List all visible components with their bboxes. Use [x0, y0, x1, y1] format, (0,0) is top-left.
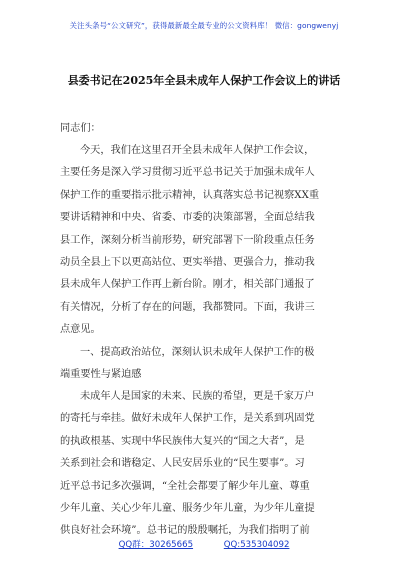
heading-line: 一、提高政治站位，深刻认识未成年人保护工作的极	[80, 347, 315, 358]
text-line: 今天，我们在这里召开全县未成年人保护工作会议，	[80, 145, 315, 156]
text-line: 少年儿童、关心少年儿童、服务少年儿童，为少年儿童提	[60, 503, 315, 515]
qq-group-link[interactable]: QQ群：30265665	[118, 540, 194, 550]
text-line: 近平总书记多次强调，“全社会都要了解少年儿童、尊重	[60, 480, 310, 492]
greeting: 同志们：	[60, 123, 101, 134]
heading-line: 端重要性与紧迫感	[60, 369, 142, 381]
top-banner: 关注头条号“公文研究”，获得最新最全最专业的公文资料库！ 微信：gongwenyj	[69, 21, 339, 30]
paragraph-section-1	[60, 386, 360, 543]
text-line: 有关情况，分析了存在的问题，我都赞同。下面，我讲三	[60, 301, 315, 313]
text-line: 供良好社会环境”。总书记的殷殷嘱托，为我们指明了前	[60, 525, 310, 537]
text-line: 主要任务是深入学习贯彻习近平总书记关于加强未成年人	[60, 167, 315, 179]
document-title: 县委书记在2025年全县未成年人保护工作会议上的讲话	[67, 74, 341, 87]
text-line: 未成年人是国家的未来、民族的希望，更是千家万户	[80, 391, 315, 402]
text-line: 的寄托与牵挂。做好未成年人保护工作，是关系到巩固党	[60, 413, 315, 425]
qq-contact-link[interactable]: QQ:535304092	[223, 540, 290, 550]
paragraph-intro	[60, 140, 360, 342]
text-line: 的执政根基、实现中华民族伟大复兴的“国之大者”，是	[60, 435, 305, 447]
text-line: 动员全县上下以更高站位、更实举措、更强合力，推动我	[60, 257, 315, 269]
text-line: 保护工作的重要指示批示精神，认真落实总书记视察XX重	[60, 189, 320, 201]
text-line: 县未成年人保护工作再上新台阶。刚才，相关部门通报了	[60, 279, 315, 291]
text-line: 要讲话精神和中央、省委、市委的决策部署，全面总结我	[60, 212, 315, 224]
text-line: 点意见。	[60, 324, 101, 336]
text-line: 关系到社会和谐稳定、人民安居乐业的“民生要事”。习	[60, 458, 305, 470]
footer-contact	[0, 538, 408, 550]
text-line: 县工作，深刻分析当前形势，研究部署下一阶段重点任务	[60, 234, 315, 246]
section-heading-1	[60, 342, 360, 387]
